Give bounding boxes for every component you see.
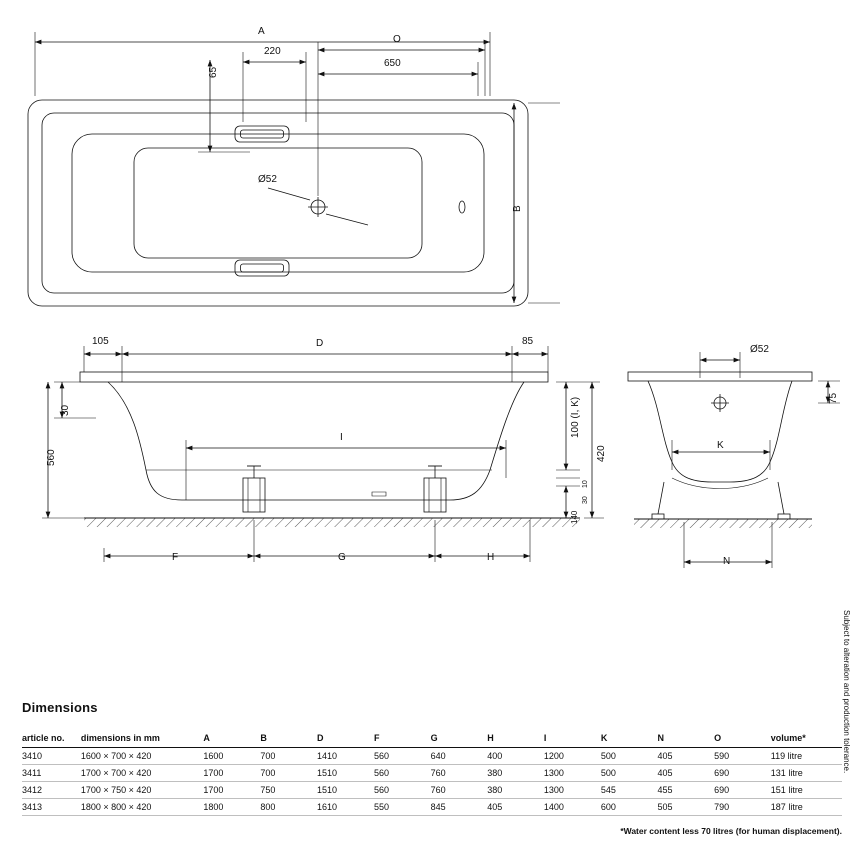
dim-label-D: D — [316, 338, 324, 349]
cell-G: 760 — [431, 765, 488, 782]
dim-label-N: N — [723, 556, 731, 567]
th-O: O — [714, 730, 771, 748]
cell-K: 500 — [601, 765, 658, 782]
th-G: G — [431, 730, 488, 748]
cell-D: 1510 — [317, 782, 374, 799]
th-B: B — [260, 730, 317, 748]
dim-label-waste-end: Ø52 — [750, 344, 769, 355]
cell-F: 560 — [374, 765, 431, 782]
dim-label-85: 85 — [522, 336, 534, 347]
th-A: A — [203, 730, 260, 748]
th-N: N — [658, 730, 715, 748]
cell-B: 800 — [260, 799, 317, 816]
cell-article-no: 3411 — [22, 765, 81, 782]
cell-D: 1610 — [317, 799, 374, 816]
dim-label-waste-top: Ø52 — [258, 174, 277, 185]
dimensions-table — [22, 730, 842, 816]
dim-label-105: 105 — [92, 336, 109, 347]
cell-H: 380 — [487, 782, 544, 799]
cell-A: 1700 — [203, 782, 260, 799]
dim-label-100: 100 (I, K) — [570, 396, 581, 438]
cell-N: 405 — [658, 748, 715, 765]
cell-K: 600 — [601, 799, 658, 816]
side-note: Subject to alteration and production tolerance. — [842, 610, 851, 774]
cell-volume: 187 litre — [771, 799, 842, 816]
table-row — [22, 782, 842, 799]
cell-volume: 119 litre — [771, 748, 842, 765]
cell-K: 545 — [601, 782, 658, 799]
th-volume: volume* — [771, 730, 842, 748]
dim-label-K: K — [717, 440, 724, 451]
dim-label-O: O — [393, 34, 401, 45]
dim-label-65: 65 — [208, 66, 219, 78]
cell-volume: 151 litre — [771, 782, 842, 799]
cell-H: 405 — [487, 799, 544, 816]
dim-label-B: B — [512, 205, 523, 212]
cell-F: 550 — [374, 799, 431, 816]
dim-label-10: 10 — [582, 480, 589, 488]
cell-O: 590 — [714, 748, 771, 765]
dim-label-560: 560 — [46, 449, 57, 466]
cell-B: 700 — [260, 765, 317, 782]
dim-label-220: 220 — [264, 46, 281, 57]
dim-label-420: 420 — [596, 445, 607, 462]
cell-A: 1700 — [203, 765, 260, 782]
cell-I: 1300 — [544, 782, 601, 799]
cell-G: 760 — [431, 782, 488, 799]
cell-O: 690 — [714, 765, 771, 782]
footnote: *Water content less 70 litres (for human displacement). — [620, 826, 842, 836]
dim-label-I: I — [340, 432, 343, 443]
th-dimensions: dimensions in mm — [81, 730, 203, 748]
cell-volume: 131 litre — [771, 765, 842, 782]
cell-article-no: 3412 — [22, 782, 81, 799]
cell-A: 1600 — [203, 748, 260, 765]
table-row — [22, 799, 842, 816]
dim-label-140: 140 — [570, 510, 579, 524]
cell-article-no: 3413 — [22, 799, 81, 816]
cell-F: 560 — [374, 782, 431, 799]
cell-N: 505 — [658, 799, 715, 816]
cell-K: 500 — [601, 748, 658, 765]
cell-N: 405 — [658, 765, 715, 782]
cell-G: 845 — [431, 799, 488, 816]
th-D: D — [317, 730, 374, 748]
th-K: K — [601, 730, 658, 748]
cell-D: 1510 — [317, 765, 374, 782]
cell-B: 700 — [260, 748, 317, 765]
cell-article-no: 3410 — [22, 748, 81, 765]
cell-G: 640 — [431, 748, 488, 765]
cell-N: 455 — [658, 782, 715, 799]
cell-O: 790 — [714, 799, 771, 816]
cell-dimensions: 1700 × 750 × 420 — [81, 782, 203, 799]
th-article-no: article no. — [22, 730, 81, 748]
th-H: H — [487, 730, 544, 748]
dim-label-A: A — [258, 26, 265, 37]
cell-A: 1800 — [203, 799, 260, 816]
cell-D: 1410 — [317, 748, 374, 765]
dim-label-30b: 30 — [582, 496, 589, 504]
dim-label-H: H — [487, 552, 495, 563]
cell-B: 750 — [260, 782, 317, 799]
cell-dimensions: 1600 × 700 × 420 — [81, 748, 203, 765]
cell-H: 400 — [487, 748, 544, 765]
cell-I: 1400 — [544, 799, 601, 816]
dim-label-30: 30 — [60, 404, 71, 416]
dim-label-650: 650 — [384, 58, 401, 69]
dim-label-F: F — [172, 552, 179, 563]
th-I: I — [544, 730, 601, 748]
cell-I: 1200 — [544, 748, 601, 765]
dim-label-75: 75 — [828, 392, 839, 404]
table-row — [22, 748, 842, 765]
dim-label-G: G — [338, 552, 346, 563]
page-title: Dimensions — [22, 700, 98, 715]
cell-I: 1300 — [544, 765, 601, 782]
th-F: F — [374, 730, 431, 748]
cell-dimensions: 1800 × 800 × 420 — [81, 799, 203, 816]
table-header-row — [22, 730, 842, 748]
table-row — [22, 765, 842, 782]
cell-O: 690 — [714, 782, 771, 799]
cell-dimensions: 1700 × 700 × 420 — [81, 765, 203, 782]
cell-F: 560 — [374, 748, 431, 765]
cell-H: 380 — [487, 765, 544, 782]
